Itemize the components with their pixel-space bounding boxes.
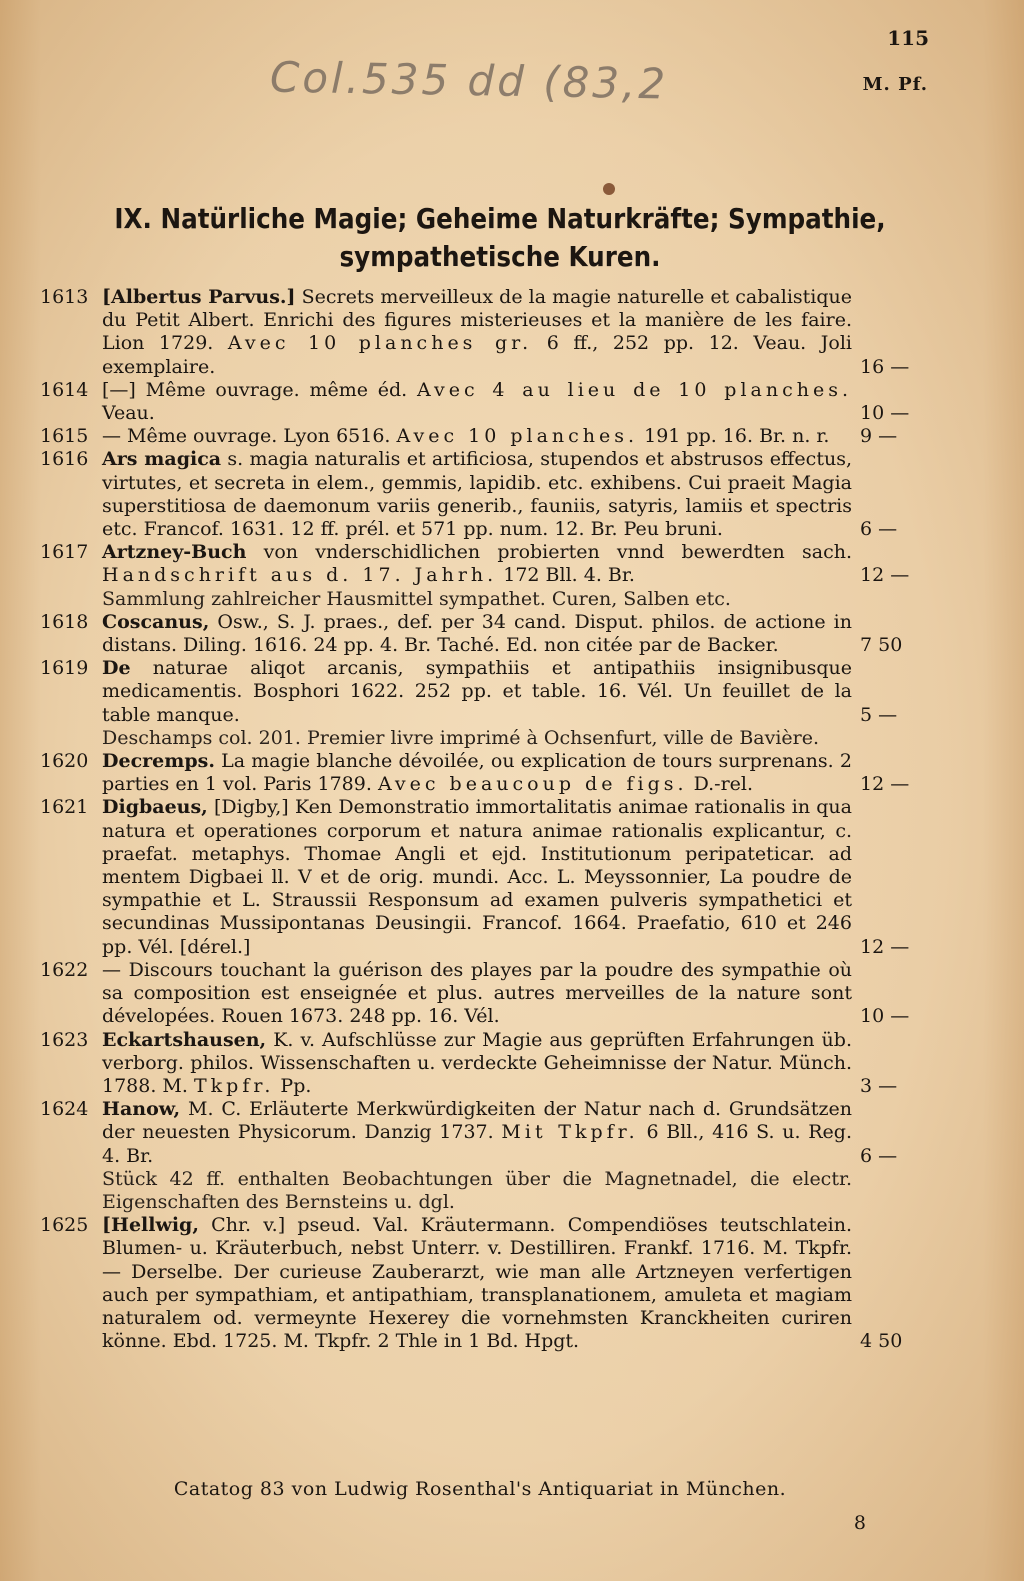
entry-author: Coscanus,	[102, 610, 210, 633]
entry-price: 12 —	[860, 773, 910, 796]
entry-price: 3 —	[860, 1074, 898, 1097]
entry-text-continued: 172 Bll. 4. Br.	[497, 564, 635, 587]
entry-number: 1624	[40, 1098, 89, 1121]
entry-text-continued: 191 pp. 16. Br. n. r.	[638, 425, 830, 448]
entry-price: 10 —	[860, 1005, 910, 1028]
entry-description	[102, 425, 898, 448]
entry-description	[102, 1098, 898, 1168]
catalog-entry	[40, 796, 926, 958]
catalog-entry	[40, 1098, 926, 1214]
entry-description	[102, 1028, 898, 1099]
entry-number: 1614	[40, 378, 89, 401]
entry-description	[102, 796, 910, 958]
price-column-heading: M. Pf.	[862, 74, 928, 95]
catalog-entry	[40, 750, 926, 796]
entry-spaced-text: Avec 10 planches gr.	[227, 332, 533, 355]
entry-spaced-text: Avec 4 au lieu de 10 planches.	[417, 378, 852, 401]
entry-note: Stück 42 ff. enthalten Beobachtungen über die Magnetnadel, die electr. Eigenschaften des Bernsteins u. dgl.	[102, 1167, 852, 1213]
entry-author: Digbaeus,	[102, 796, 208, 819]
entry-price: 6 —	[860, 518, 898, 541]
entry-price: 4 50	[860, 1330, 903, 1353]
entry-price: 10 —	[860, 402, 910, 425]
entry-note: Sammlung zahlreicher Hausmittel sympathet. Curen, Salben etc.	[102, 587, 731, 610]
catalog-entry	[40, 1029, 926, 1099]
entry-spaced-text: Handschrift aus d. 17. Jahrh.	[102, 564, 498, 587]
entry-text: naturae aliqot arcanis, sympathiis et antipathiis insignibusque medicamentis. Bosphori 1622. 252 pp. et table. 16. Vél. Un feuillet de la table manque.	[102, 657, 852, 726]
entry-description	[102, 378, 910, 425]
entry-price: 12 —	[860, 935, 910, 958]
entry-text: — Même ouvrage. Lyon 6516.	[102, 425, 397, 448]
entry-text-continued: D.-rel.	[687, 773, 754, 796]
entry-description	[102, 610, 903, 657]
entry-author: Artzney-Buch	[102, 541, 247, 564]
section-title-line-1: IX. Natürliche Magie; Geheime Naturkräfte; Sympathie,	[114, 202, 886, 235]
entry-description	[102, 541, 910, 587]
catalog-entry	[40, 286, 926, 379]
entry-author: Eckartshausen,	[102, 1028, 267, 1051]
entry-author: [Hellwig,	[102, 1214, 199, 1237]
catalog-entry	[40, 657, 926, 750]
handwritten-shelfmark: Col.535 dd (83,2	[269, 52, 669, 109]
entry-description	[102, 657, 898, 727]
entry-text: s. magia naturalis et artificiosa, stupendos et abstrusos effectus, virtutes, et secreta in elem., gemmis, lapidib. etc. exhibens. Cui praeit Magia superstitiosa de daemonum variis generib., fauniis, satyris, lamiis et spectris etc. Francof. 1631. 12 ff. prél. et 571 pp. num. 12. Br. Peu bruni.	[102, 448, 852, 541]
entry-text-continued: 6 Bll., 416 S. u. Reg. 4. Br.	[102, 1121, 852, 1167]
entry-text: Secrets merveilleux de la magie naturelle et cabalistique du Petit Albert. Enrichi des figures misterieuses et la manière de les faire. Lion 1729.	[102, 286, 852, 355]
entry-price: 16 —	[860, 355, 910, 378]
entry-price: 6 —	[860, 1144, 898, 1167]
catalog-entry	[40, 1214, 926, 1353]
entry-text-continued: Pp.	[274, 1074, 312, 1097]
entry-number: 1621	[40, 796, 89, 819]
entry-text: Osw., S. J. praes., def. per 34 cand. Disput. philos. de actione in distans. Diling. 1616. 24 pp. 4. Br. Taché. Ed. non citée par de Backer.	[102, 610, 852, 657]
page-number-bottom: 8	[853, 1512, 866, 1534]
entry-number: 1622	[40, 958, 89, 981]
entry-number: 1620	[40, 750, 89, 773]
entry-number: 1625	[40, 1214, 89, 1237]
entry-text: Chr. v.] pseud. Val. Kräutermann. Compendiöses teutschlatein. Blumen- u. Kräuterbuch, nebst Unterr. v. Destilliren. Frankf. 1716. M. Tkpfr. — Derselbe. Der curieuse Zauberarzt, wie man alle Artzneyen verfertigen auch per sympathiam, et antipathiam, transplanationem, amuleta et magiam naturalem od. vermeynte Hexerey die vornehmsten Kranckheiten curiren könne. Ebd. 1725. M. Tkpfr. 2 Thle in 1 Bd. Hpgt.	[102, 1214, 852, 1353]
entry-author: De	[102, 657, 131, 680]
catalog-entry	[40, 959, 926, 1029]
catalog-entry	[40, 379, 926, 425]
entry-spaced-text: Tkpfr.	[193, 1074, 275, 1097]
catalog-entry	[40, 611, 926, 657]
entry-description	[102, 958, 910, 1029]
entry-number: 1617	[40, 541, 89, 564]
catalog-entry	[40, 448, 926, 541]
catalog-footer: Catatog 83 von Ludwig Rosenthal's Antiquariat in München.	[173, 1478, 787, 1500]
catalog-entry	[40, 541, 926, 611]
entry-description	[102, 286, 910, 379]
page-number-top: 115	[887, 26, 929, 50]
catalog-entries	[40, 286, 926, 1353]
entry-author: [Albertus Parvus.]	[102, 286, 296, 308]
entry-description	[102, 448, 898, 541]
entry-number: 1619	[40, 657, 89, 680]
section-title	[113, 200, 887, 276]
entry-text: [—] Même ouvrage. même éd.	[102, 378, 418, 401]
entry-description	[102, 750, 910, 796]
entry-price: 5 —	[860, 703, 898, 726]
entry-text-continued: 6 ff., 252 pp. 12. Veau. Joli exemplaire.	[102, 332, 852, 378]
entry-spaced-text: Avec 10 planches.	[396, 425, 639, 448]
entry-number: 1616	[40, 448, 89, 471]
entry-number: 1618	[40, 610, 89, 633]
entry-number: 1615	[40, 425, 89, 448]
entry-text-continued: Veau.	[102, 402, 155, 425]
entry-spaced-text: Mit Tkpfr.	[501, 1121, 639, 1144]
entry-description	[102, 1214, 903, 1353]
entry-author: Ars magica	[102, 448, 222, 471]
entry-text: — Discours touchant la guérison des playes par la poudre des sympathie où sa composition est enseignée et plus. autres merveilles de la nature sont dévelopées. Rouen 1673. 248 pp. 16. Vél.	[102, 958, 852, 1028]
entry-price: 12 —	[860, 564, 910, 587]
entry-price: 9 —	[860, 425, 898, 448]
entry-text: von vnderschidlichen probierten vnnd bewerdten sach.	[246, 541, 852, 564]
entry-text: [Digby,] Ken Demonstratio immortalitatis animae rationalis in qua natura et operationes corporum et natura animae rationalis explicantur, c. praefat. metaphys. Thomae Angli et ejd. Institutionum peripateticar. ad mentem Digbaei ll. V et de orig. mundi. Acc. L. Meyssonnier, La poudre de sympathie et L. Straussii Responsum ad examen pulveris sympathetici et secundinas Mussipontanas Deusingii. Francof. 1664. Praefatio, 610 et 246 pp. Vél. [dérel.]	[102, 796, 852, 958]
entry-text: La magie blanche dévoilée, ou explication de tours surprenans. 2 parties en 1 vol. Paris 1789.	[102, 750, 852, 796]
entry-note: Deschamps col. 201. Premier livre imprimé à Ochsenfurt, ville de Bavière.	[102, 726, 820, 749]
entry-number: 1613	[40, 286, 89, 308]
entry-text: K. v. Aufschlüsse zur Magie aus geprüften Erfahrungen üb. verborg. philos. Wissenschaften u. verdeckte Geheimnisse der Natur. Münch. 1788. M.	[102, 1028, 852, 1097]
entry-price: 7 50	[860, 634, 903, 657]
entry-spaced-text: Avec beaucoup de figs.	[377, 773, 688, 796]
entry-text: M. C. Erläuterte Merkwürdigkeiten der Natur nach d. Grundsätzen der neuesten Physicorum. Danzig 1737.	[102, 1098, 852, 1144]
catalog-entry	[40, 425, 926, 448]
ornament-dot	[603, 183, 615, 195]
entry-author: Hanow,	[102, 1098, 181, 1121]
section-title-line-2: sympathetische Kuren.	[339, 240, 661, 273]
entry-number: 1623	[40, 1028, 89, 1051]
entry-author: Decremps.	[102, 750, 215, 773]
